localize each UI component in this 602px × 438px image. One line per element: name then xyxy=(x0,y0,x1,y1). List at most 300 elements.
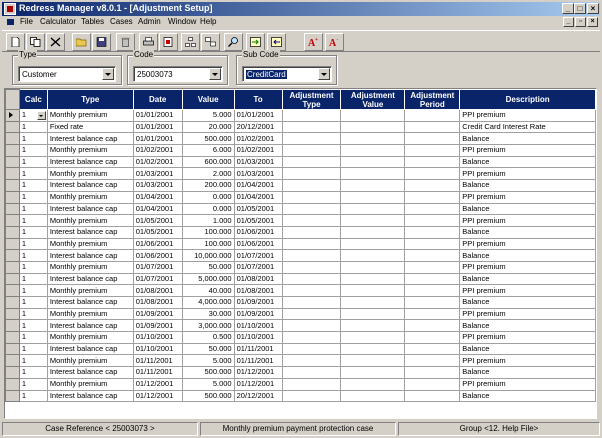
minimize-button[interactable]: _ xyxy=(562,3,574,14)
cell-adjustment-period[interactable] xyxy=(405,355,460,367)
cell-date[interactable]: 01/01/2001 xyxy=(133,110,182,122)
cell-type[interactable]: Monthly premium xyxy=(47,215,133,227)
cell-date[interactable]: 01/04/2001 xyxy=(133,191,182,203)
cell-value[interactable]: 5,000.000 xyxy=(182,273,234,285)
row-selector[interactable] xyxy=(6,203,20,215)
cell-to[interactable]: 01/09/2001 xyxy=(234,297,282,309)
row-selector[interactable] xyxy=(6,145,20,157)
import-button[interactable] xyxy=(267,33,286,51)
table-row[interactable] xyxy=(6,355,596,367)
menu-tables[interactable]: Tables xyxy=(81,17,105,26)
cell-adjustment-type[interactable] xyxy=(282,203,341,215)
cell-type[interactable]: Interest balance cap xyxy=(47,343,133,355)
row-selector[interactable] xyxy=(6,332,20,344)
cell-date[interactable]: 01/04/2001 xyxy=(133,203,182,215)
cell-to[interactable]: 01/11/2001 xyxy=(234,355,282,367)
font-increase-button[interactable] xyxy=(304,33,323,51)
cell-to[interactable]: 20/12/2001 xyxy=(234,121,282,133)
cell-adjustment-value[interactable] xyxy=(341,110,405,122)
cell-value[interactable]: 50.000 xyxy=(182,261,234,273)
cell-type[interactable]: Monthly premium xyxy=(47,238,133,250)
row-selector[interactable] xyxy=(6,238,20,250)
cell-date[interactable]: 01/09/2001 xyxy=(133,308,182,320)
cell-adjustment-type[interactable] xyxy=(282,320,341,332)
cell-adjustment-type[interactable] xyxy=(282,180,341,192)
cell-value[interactable]: 20.000 xyxy=(182,121,234,133)
cell-to[interactable]: 01/05/2001 xyxy=(234,215,282,227)
cell-adjustment-type[interactable] xyxy=(282,332,341,344)
cell-value[interactable]: 5.000 xyxy=(182,110,234,122)
chevron-down-icon[interactable] xyxy=(209,68,221,80)
table-row[interactable] xyxy=(6,332,596,344)
cell-adjustment-period[interactable] xyxy=(405,390,460,402)
cell-calc[interactable]: 1 xyxy=(19,121,47,133)
cell-type[interactable]: Interest balance cap xyxy=(47,320,133,332)
cell-value[interactable]: 0.000 xyxy=(182,203,234,215)
cell-adjustment-value[interactable] xyxy=(341,156,405,168)
row-selector[interactable] xyxy=(6,156,20,168)
cell-calc[interactable]: 1 xyxy=(19,156,47,168)
cell-type[interactable]: Interest balance cap xyxy=(47,297,133,309)
cell-description[interactable]: Balance xyxy=(460,133,596,145)
column-header-description[interactable]: Description xyxy=(460,90,596,110)
table-row[interactable] xyxy=(6,367,596,379)
table-row[interactable] xyxy=(6,285,596,297)
cell-type[interactable]: Interest balance cap xyxy=(47,273,133,285)
table-row[interactable] xyxy=(6,121,596,133)
cell-description[interactable]: Balance xyxy=(460,180,596,192)
cell-to[interactable]: 01/07/2001 xyxy=(234,261,282,273)
cell-calc[interactable]: 1 xyxy=(19,168,47,180)
cell-description[interactable]: PPI premium xyxy=(460,110,596,122)
cell-value[interactable]: 3,000.000 xyxy=(182,320,234,332)
code-select[interactable] xyxy=(133,66,223,82)
cell-description[interactable]: Balance xyxy=(460,273,596,285)
cell-calc[interactable]: 1 xyxy=(19,238,47,250)
row-selector[interactable] xyxy=(6,250,20,262)
row-selector[interactable] xyxy=(6,355,20,367)
cell-adjustment-value[interactable] xyxy=(341,343,405,355)
row-selector[interactable] xyxy=(6,390,20,402)
cell-type[interactable]: Monthly premium xyxy=(47,332,133,344)
cell-description[interactable]: Balance xyxy=(460,367,596,379)
menu-cases[interactable]: Cases xyxy=(110,17,133,26)
menu-admin[interactable]: Admin xyxy=(138,17,161,26)
cell-description[interactable]: Balance xyxy=(460,390,596,402)
cell-adjustment-type[interactable] xyxy=(282,156,341,168)
cell-calc[interactable]: 1 xyxy=(19,355,47,367)
cell-type[interactable]: Interest balance cap xyxy=(47,226,133,238)
cell-adjustment-value[interactable] xyxy=(341,133,405,145)
cell-calc[interactable]: 1 xyxy=(19,273,47,285)
cell-calc[interactable]: 1 xyxy=(19,250,47,262)
cell-to[interactable]: 01/04/2001 xyxy=(234,191,282,203)
delete-button[interactable] xyxy=(46,33,65,51)
column-header-adjustment-value[interactable]: Adjustment Value xyxy=(341,90,405,110)
cell-adjustment-value[interactable] xyxy=(341,297,405,309)
cell-value[interactable]: 0.000 xyxy=(182,191,234,203)
cell-type[interactable]: Fixed rate xyxy=(47,121,133,133)
network-button[interactable] xyxy=(201,33,220,51)
cell-date[interactable]: 01/11/2001 xyxy=(133,367,182,379)
close-button[interactable]: × xyxy=(587,3,599,14)
chevron-down-icon[interactable] xyxy=(37,111,46,120)
cell-value[interactable]: 100.000 xyxy=(182,238,234,250)
cell-adjustment-value[interactable] xyxy=(341,168,405,180)
row-selector[interactable] xyxy=(6,308,20,320)
cell-date[interactable]: 01/05/2001 xyxy=(133,215,182,227)
cell-adjustment-value[interactable] xyxy=(341,390,405,402)
cell-adjustment-period[interactable] xyxy=(405,332,460,344)
cell-to[interactable]: 01/08/2001 xyxy=(234,273,282,285)
table-row[interactable] xyxy=(6,390,596,402)
app-icon[interactable] xyxy=(4,3,16,15)
cell-adjustment-period[interactable] xyxy=(405,367,460,379)
row-selector[interactable] xyxy=(6,367,20,379)
cell-date[interactable]: 01/01/2001 xyxy=(133,121,182,133)
cell-to[interactable]: 01/02/2001 xyxy=(234,133,282,145)
cell-value[interactable]: 40.000 xyxy=(182,285,234,297)
cell-to[interactable]: 01/08/2001 xyxy=(234,285,282,297)
cell-adjustment-type[interactable] xyxy=(282,308,341,320)
trash-button[interactable] xyxy=(116,33,135,51)
cell-adjustment-value[interactable] xyxy=(341,250,405,262)
cell-value[interactable]: 2.000 xyxy=(182,168,234,180)
table-row[interactable] xyxy=(6,156,596,168)
table-row[interactable] xyxy=(6,320,596,332)
cell-adjustment-period[interactable] xyxy=(405,343,460,355)
table-row[interactable] xyxy=(6,191,596,203)
row-selector[interactable] xyxy=(6,273,20,285)
cell-calc[interactable]: 1 xyxy=(19,308,47,320)
cell-adjustment-value[interactable] xyxy=(341,203,405,215)
column-header-adjustment-type[interactable]: Adjustment Type xyxy=(282,90,341,110)
cell-description[interactable]: Balance xyxy=(460,226,596,238)
table-row[interactable] xyxy=(6,308,596,320)
cell-type[interactable]: Monthly premium xyxy=(47,285,133,297)
row-selector[interactable] xyxy=(6,110,20,122)
cell-adjustment-period[interactable] xyxy=(405,261,460,273)
cell-adjustment-type[interactable] xyxy=(282,390,341,402)
cell-description[interactable]: Balance xyxy=(460,343,596,355)
child-minimize-button[interactable]: _ xyxy=(563,17,574,27)
cell-adjustment-period[interactable] xyxy=(405,168,460,180)
cell-adjustment-period[interactable] xyxy=(405,273,460,285)
save-button[interactable] xyxy=(92,33,111,51)
cell-adjustment-period[interactable] xyxy=(405,145,460,157)
cell-value[interactable]: 1.000 xyxy=(182,215,234,227)
print-preview-button[interactable] xyxy=(159,33,178,51)
cell-adjustment-value[interactable] xyxy=(341,261,405,273)
cell-adjustment-type[interactable] xyxy=(282,378,341,390)
table-row[interactable] xyxy=(6,133,596,145)
row-selector[interactable] xyxy=(6,226,20,238)
cell-to[interactable]: 01/05/2001 xyxy=(234,203,282,215)
cell-date[interactable]: 01/12/2001 xyxy=(133,390,182,402)
cell-calc[interactable]: 1 xyxy=(19,320,47,332)
cell-description[interactable]: PPI premium xyxy=(460,285,596,297)
chevron-down-icon[interactable] xyxy=(318,68,330,80)
cell-date[interactable]: 01/06/2001 xyxy=(133,238,182,250)
child-restore-button[interactable]: ▫ xyxy=(575,17,586,27)
cell-adjustment-period[interactable] xyxy=(405,121,460,133)
cell-description[interactable]: Balance xyxy=(460,320,596,332)
cell-date[interactable]: 01/10/2001 xyxy=(133,343,182,355)
cell-to[interactable]: 01/04/2001 xyxy=(234,180,282,192)
cell-to[interactable]: 01/12/2001 xyxy=(234,378,282,390)
table-row[interactable] xyxy=(6,238,596,250)
cell-adjustment-value[interactable] xyxy=(341,191,405,203)
cell-adjustment-period[interactable] xyxy=(405,133,460,145)
cell-description[interactable]: PPI premium xyxy=(460,191,596,203)
maximize-button[interactable]: □ xyxy=(574,3,586,14)
menu-help[interactable]: Help xyxy=(200,17,217,26)
row-selector[interactable] xyxy=(6,191,20,203)
table-row[interactable] xyxy=(6,343,596,355)
cell-type[interactable]: Monthly premium xyxy=(47,378,133,390)
cell-type[interactable]: Interest balance cap xyxy=(47,156,133,168)
cell-adjustment-value[interactable] xyxy=(341,378,405,390)
cell-to[interactable]: 01/09/2001 xyxy=(234,308,282,320)
cell-adjustment-type[interactable] xyxy=(282,238,341,250)
cell-type[interactable]: Monthly premium xyxy=(47,261,133,273)
cell-adjustment-type[interactable] xyxy=(282,133,341,145)
table-row[interactable] xyxy=(6,226,596,238)
cell-adjustment-period[interactable] xyxy=(405,156,460,168)
cell-adjustment-period[interactable] xyxy=(405,110,460,122)
cell-calc[interactable]: 1 xyxy=(19,145,47,157)
column-header-to[interactable]: To xyxy=(234,90,282,110)
cell-calc[interactable]: 1 xyxy=(19,332,47,344)
cell-date[interactable]: 01/06/2001 xyxy=(133,250,182,262)
cell-adjustment-type[interactable] xyxy=(282,343,341,355)
cell-adjustment-value[interactable] xyxy=(341,320,405,332)
table-row[interactable] xyxy=(6,250,596,262)
row-selector[interactable] xyxy=(6,180,20,192)
column-header-type[interactable]: Type xyxy=(47,90,133,110)
cell-to[interactable]: 01/10/2001 xyxy=(234,320,282,332)
type-select[interactable] xyxy=(18,66,116,82)
cell-adjustment-type[interactable] xyxy=(282,261,341,273)
cell-date[interactable]: 01/03/2001 xyxy=(133,168,182,180)
table-row[interactable] xyxy=(6,168,596,180)
cell-adjustment-value[interactable] xyxy=(341,180,405,192)
menu-calculator[interactable]: Calculator xyxy=(40,17,77,26)
cell-to[interactable]: 01/03/2001 xyxy=(234,156,282,168)
cell-calc[interactable]: 1 xyxy=(19,191,47,203)
cell-adjustment-period[interactable] xyxy=(405,238,460,250)
cell-calc[interactable]: 1 xyxy=(19,261,47,273)
cell-calc[interactable]: 1 xyxy=(19,133,47,145)
cell-adjustment-type[interactable] xyxy=(282,215,341,227)
cell-adjustment-type[interactable] xyxy=(282,355,341,367)
table-row[interactable] xyxy=(6,110,596,122)
cell-description[interactable]: PPI premium xyxy=(460,145,596,157)
cell-adjustment-type[interactable] xyxy=(282,250,341,262)
cell-value[interactable]: 4,000.000 xyxy=(182,297,234,309)
cell-to[interactable]: 20/12/2001 xyxy=(234,390,282,402)
cell-adjustment-value[interactable] xyxy=(341,226,405,238)
cell-description[interactable]: PPI premium xyxy=(460,238,596,250)
title-bar[interactable] xyxy=(2,2,600,16)
cell-date[interactable]: 01/08/2001 xyxy=(133,285,182,297)
cell-adjustment-type[interactable] xyxy=(282,191,341,203)
table-row[interactable] xyxy=(6,297,596,309)
cell-description[interactable]: PPI premium xyxy=(460,355,596,367)
cell-date[interactable]: 01/07/2001 xyxy=(133,273,182,285)
cell-date[interactable]: 01/03/2001 xyxy=(133,180,182,192)
print-button[interactable] xyxy=(139,33,158,51)
cell-calc[interactable]: 1 xyxy=(19,343,47,355)
cell-value[interactable]: 30.000 xyxy=(182,308,234,320)
cell-adjustment-value[interactable] xyxy=(341,332,405,344)
cell-adjustment-value[interactable] xyxy=(341,121,405,133)
cell-calc[interactable]: 1 xyxy=(19,285,47,297)
table-row[interactable] xyxy=(6,273,596,285)
table-row[interactable] xyxy=(6,180,596,192)
cell-value[interactable]: 200.000 xyxy=(182,180,234,192)
column-header-adjustment-period[interactable]: Adjustment Period xyxy=(405,90,460,110)
cell-adjustment-type[interactable] xyxy=(282,297,341,309)
cell-type[interactable]: Interest balance cap xyxy=(47,203,133,215)
row-selector[interactable] xyxy=(6,320,20,332)
cell-value[interactable]: 10,000.000 xyxy=(182,250,234,262)
row-selector[interactable] xyxy=(6,285,20,297)
menu-window[interactable]: Window xyxy=(168,17,197,26)
search-button[interactable] xyxy=(224,33,243,51)
table-row[interactable] xyxy=(6,378,596,390)
cell-adjustment-type[interactable] xyxy=(282,226,341,238)
cell-type[interactable]: Interest balance cap xyxy=(47,133,133,145)
table-row[interactable] xyxy=(6,261,596,273)
cell-date[interactable]: 01/02/2001 xyxy=(133,145,182,157)
cell-description[interactable]: Balance xyxy=(460,250,596,262)
cell-date[interactable]: 01/11/2001 xyxy=(133,355,182,367)
cell-adjustment-period[interactable] xyxy=(405,180,460,192)
cell-calc[interactable]: 1 xyxy=(19,215,47,227)
cell-adjustment-value[interactable] xyxy=(341,285,405,297)
cell-type[interactable]: Monthly premium xyxy=(47,168,133,180)
copy-button[interactable] xyxy=(26,33,45,51)
cell-adjustment-type[interactable] xyxy=(282,145,341,157)
cell-value[interactable]: 5.000 xyxy=(182,355,234,367)
cell-to[interactable]: 01/02/2001 xyxy=(234,145,282,157)
cell-description[interactable]: Balance xyxy=(460,203,596,215)
cell-to[interactable]: 01/06/2001 xyxy=(234,226,282,238)
cell-adjustment-period[interactable] xyxy=(405,226,460,238)
cell-value[interactable]: 5.000 xyxy=(182,378,234,390)
new-button[interactable] xyxy=(6,33,25,51)
cell-value[interactable]: 600.000 xyxy=(182,156,234,168)
row-selector[interactable] xyxy=(6,378,20,390)
table-row[interactable] xyxy=(6,145,596,157)
cell-adjustment-value[interactable] xyxy=(341,367,405,379)
cell-date[interactable]: 01/07/2001 xyxy=(133,261,182,273)
cell-description[interactable]: PPI premium xyxy=(460,168,596,180)
cell-type[interactable]: Interest balance cap xyxy=(47,390,133,402)
cell-description[interactable]: PPI premium xyxy=(460,308,596,320)
cell-description[interactable]: PPI premium xyxy=(460,378,596,390)
cell-description[interactable]: Balance xyxy=(460,297,596,309)
cell-type[interactable]: Monthly premium xyxy=(47,308,133,320)
cell-adjustment-type[interactable] xyxy=(282,367,341,379)
cell-to[interactable]: 01/03/2001 xyxy=(234,168,282,180)
cell-calc[interactable]: 1 xyxy=(19,203,47,215)
cell-value[interactable]: 6.000 xyxy=(182,145,234,157)
cell-calc[interactable]: 1 xyxy=(19,297,47,309)
cell-calc[interactable] xyxy=(19,110,47,122)
cell-value[interactable]: 50.000 xyxy=(182,343,234,355)
cell-type[interactable]: Monthly premium xyxy=(47,191,133,203)
row-selector[interactable] xyxy=(6,297,20,309)
child-close-button[interactable]: × xyxy=(587,17,598,27)
row-selector[interactable] xyxy=(6,215,20,227)
cell-to[interactable]: 01/07/2001 xyxy=(234,250,282,262)
cell-calc[interactable]: 1 xyxy=(19,378,47,390)
tree-button[interactable] xyxy=(181,33,200,51)
menu-file[interactable]: File xyxy=(20,17,33,26)
row-selector[interactable] xyxy=(6,343,20,355)
cell-to[interactable]: 01/11/2001 xyxy=(234,343,282,355)
cell-to[interactable]: 01/01/2001 xyxy=(234,110,282,122)
cell-to[interactable]: 01/06/2001 xyxy=(234,238,282,250)
cell-adjustment-period[interactable] xyxy=(405,285,460,297)
cell-adjustment-period[interactable] xyxy=(405,191,460,203)
table-row[interactable] xyxy=(6,203,596,215)
cell-value[interactable]: 0.500 xyxy=(182,332,234,344)
cell-date[interactable]: 01/09/2001 xyxy=(133,320,182,332)
column-header-date[interactable]: Date xyxy=(133,90,182,110)
cell-date[interactable]: 01/01/2001 xyxy=(133,133,182,145)
cell-date[interactable]: 01/02/2001 xyxy=(133,156,182,168)
row-selector[interactable] xyxy=(6,121,20,133)
cell-description[interactable]: PPI premium xyxy=(460,215,596,227)
font-decrease-button[interactable] xyxy=(325,33,344,51)
cell-adjustment-value[interactable] xyxy=(341,355,405,367)
chevron-down-icon[interactable] xyxy=(102,68,114,80)
cell-description[interactable]: Balance xyxy=(460,156,596,168)
cell-calc[interactable]: 1 xyxy=(19,390,47,402)
cell-adjustment-value[interactable] xyxy=(341,215,405,227)
cell-adjustment-period[interactable] xyxy=(405,203,460,215)
column-header-calc[interactable]: Calc xyxy=(19,90,47,110)
cell-type[interactable]: Interest balance cap xyxy=(47,367,133,379)
cell-date[interactable]: 01/05/2001 xyxy=(133,226,182,238)
cell-type[interactable]: Monthly premium xyxy=(47,110,133,122)
cell-value[interactable]: 500.000 xyxy=(182,367,234,379)
cell-calc[interactable]: 1 xyxy=(19,226,47,238)
cell-adjustment-value[interactable] xyxy=(341,238,405,250)
cell-adjustment-type[interactable] xyxy=(282,110,341,122)
cell-adjustment-period[interactable] xyxy=(405,297,460,309)
cell-adjustment-value[interactable] xyxy=(341,273,405,285)
cell-type[interactable]: Interest balance cap xyxy=(47,250,133,262)
cell-type[interactable]: Monthly premium xyxy=(47,355,133,367)
cell-value[interactable]: 500.000 xyxy=(182,133,234,145)
cell-adjustment-period[interactable] xyxy=(405,378,460,390)
cell-value[interactable]: 100.000 xyxy=(182,226,234,238)
cell-date[interactable]: 01/10/2001 xyxy=(133,332,182,344)
cell-calc[interactable]: 1 xyxy=(19,367,47,379)
export-button[interactable] xyxy=(246,33,265,51)
cell-adjustment-period[interactable] xyxy=(405,250,460,262)
cell-to[interactable]: 01/10/2001 xyxy=(234,332,282,344)
cell-adjustment-type[interactable] xyxy=(282,121,341,133)
cell-description[interactable]: PPI premium xyxy=(460,332,596,344)
subcode-select[interactable] xyxy=(242,66,332,82)
cell-adjustment-period[interactable] xyxy=(405,215,460,227)
cell-adjustment-type[interactable] xyxy=(282,285,341,297)
